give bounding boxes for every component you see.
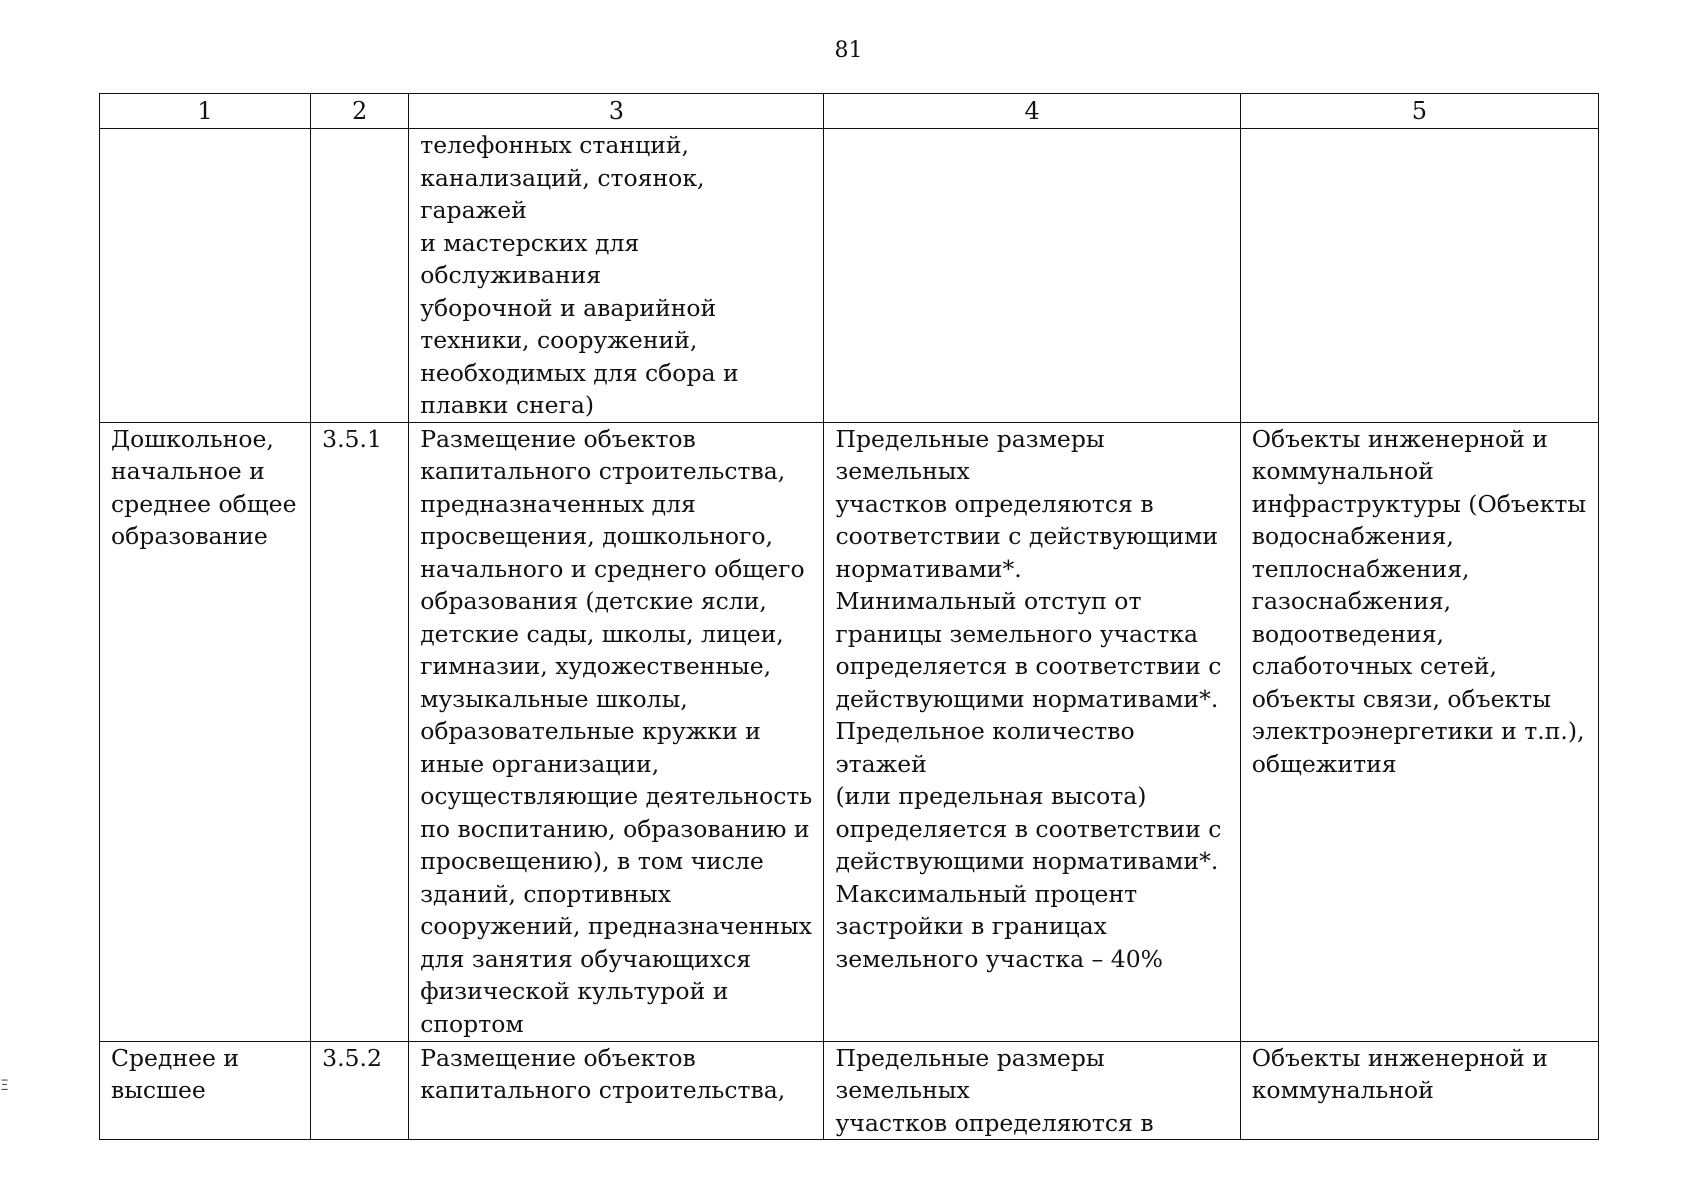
column-header-1: 1 — [100, 94, 311, 129]
scan-margin-mark: Ξ — [0, 1078, 9, 1094]
use-code-cell: 3.5.1 — [311, 422, 409, 1041]
auxiliary-uses-cell: Объекты инженерной и коммунальной — [1240, 1041, 1598, 1140]
parameters-cell: Предельные размеры земельных участков определяются в соответствии с действующими нормативами*. Минимальный отступ от границы земельного участка определяется в соответствии с действующими нормативами*. Предельное количество этажей (или предельная высота) определяется в соответствии с действующими нормативами*. Максимальный процент застройки в границах земельного участка – 40% — [824, 422, 1240, 1041]
column-header-5: 5 — [1240, 94, 1598, 129]
use-description-cell: телефонных станций, канализаций, стоянок, гаражей и мастерских для обслуживания уборочной и аварийной техники, сооружений, необходимых для сбора и плавки снега) — [409, 129, 824, 423]
column-header-4: 4 — [824, 94, 1240, 129]
use-code-cell: 3.5.2 — [311, 1041, 409, 1140]
table-header-row — [100, 94, 1599, 129]
table-row — [100, 129, 1599, 423]
use-code-cell — [311, 129, 409, 423]
column-header-2: 2 — [311, 94, 409, 129]
regulation-table — [99, 93, 1599, 1140]
auxiliary-uses-cell: Объекты инженерной и коммунальной инфраструктуры (Объекты водоснабжения, теплоснабжения, газоснабжения, водоотведения, слаботочных сетей, объекты связи, объекты электроэнергетики и т.п.), общежития — [1240, 422, 1598, 1041]
page-number: 81 — [834, 38, 863, 63]
use-description-cell: Размещение объектов капитального строительства, предназначенных для просвещения, дошкольного, начального и среднего общего образования (детские ясли, детские сады, школы, лицеи, гимназии, художественные, музыкальные школы, образовательные кружки и иные организации, осуществляющие деятельность по воспитанию, образованию и просвещению), в том числе зданий, спортивных сооружений, предназначенных для занятия обучающихся физической культурой и спортом — [409, 422, 824, 1041]
use-name-cell — [100, 129, 311, 423]
use-name-cell: Дошкольное, начальное и среднее общее образование — [100, 422, 311, 1041]
table-row — [100, 1041, 1599, 1140]
parameters-cell — [824, 129, 1240, 423]
parameters-cell: Предельные размеры земельных участков определяются в — [824, 1041, 1240, 1140]
table-row — [100, 422, 1599, 1041]
use-name-cell: Среднее и высшее — [100, 1041, 311, 1140]
auxiliary-uses-cell — [1240, 129, 1598, 423]
column-header-3: 3 — [409, 94, 824, 129]
use-description-cell: Размещение объектов капитального строительства, — [409, 1041, 824, 1140]
